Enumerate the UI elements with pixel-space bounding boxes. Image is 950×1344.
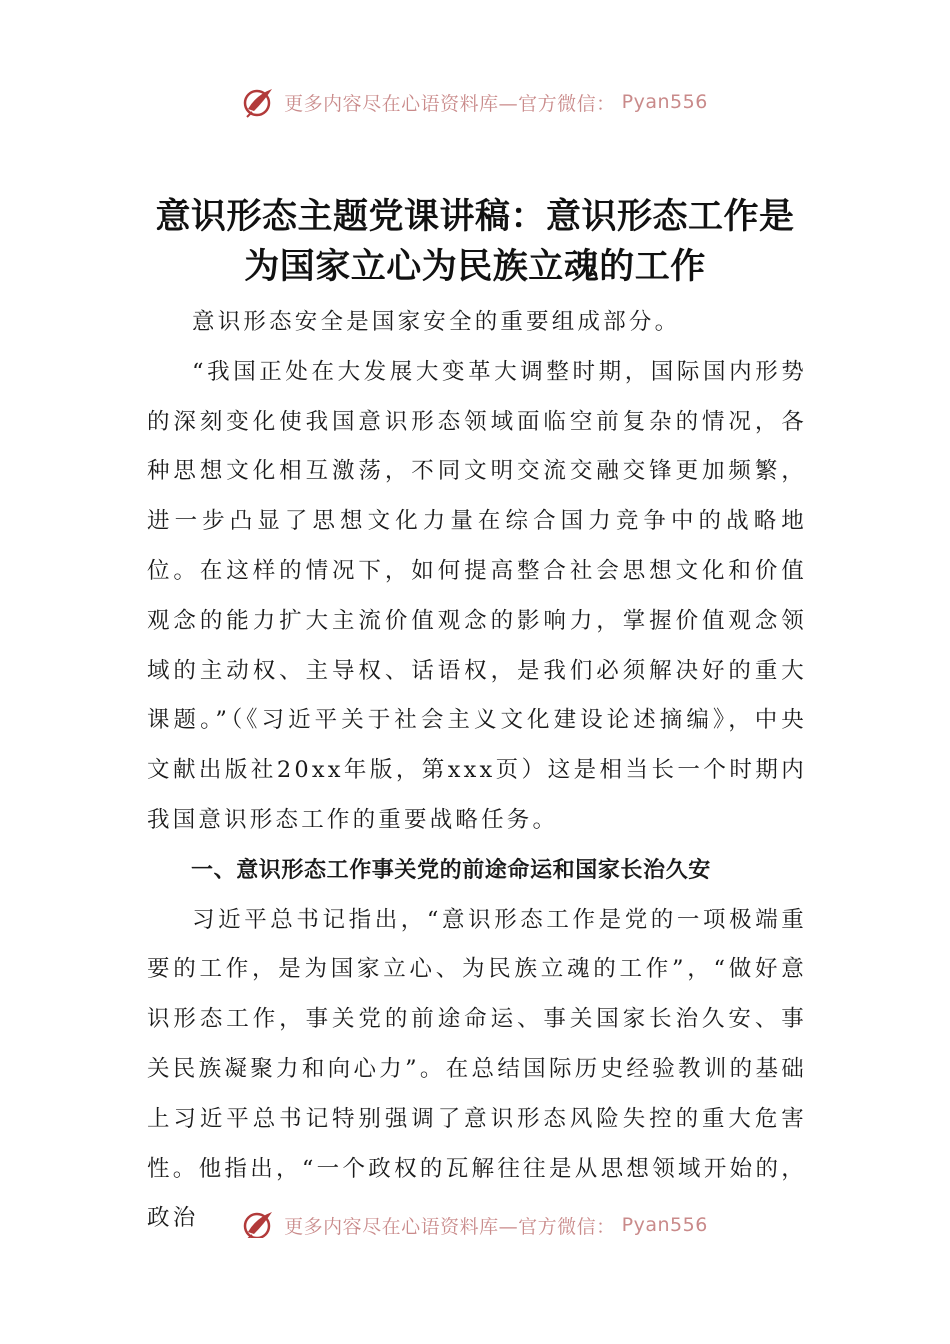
title-line-2: 为国家立心为民族立魂的工作	[244, 246, 706, 287]
pen-logo-icon	[242, 85, 278, 119]
section-heading: 一、意识形态工作事关党的前途命运和国家长治久安	[191, 857, 711, 883]
body-paragraph: 意识形态安全是国家安全的重要组成部分。	[192, 309, 681, 335]
body-paragraph: 习近平总书记指出，“意识形态工作是党的一项极端重要的工作，是为国家立心、为民族立魂的工作”，“做好意识形态工作，事关党的前途命运、事关国家长治久安、事关民族凝聚力和向心力”。在总结国际历史经验教训的基础上习近平总书记特别强调了意识形态风险失控的重大危害性。他指出，“一个政权的瓦解往往是从思想领域开始的，政治	[147, 906, 807, 1232]
watermark-text: 更多内容尽在心语资料库—官方微信：	[284, 92, 616, 115]
document-body	[147, 298, 807, 1244]
title-line-1: 意识形态主题党课讲稿：意识形态工作是	[155, 196, 795, 237]
watermark-banner-top	[0, 82, 950, 122]
body-paragraph: “我国正处在大发展大变革大调整时期，国际国内形势的深刻变化使我国意识形态领域面临空前复杂的情况，各种思想文化相互激荡，不同文明交流交融交锋更加频繁，进一步凸显了思想文化力量在综合国力竞争中的战略地位。在这样的情况下，如何提高整合社会思想文化和价值观念的能力扩大主流价值观念的影响力，掌握价值观念领域的主动权、主导权、话语权，是我们必须解决好的重大课题。”（《习近平关于社会主义文化建设论述摘编》，中央文献出版社20xx年版，第xxx页）这是相当长一个时期内我国意识形态工作的重要战略任务。	[147, 358, 807, 833]
watermark-wechat-id: Pyan556	[621, 91, 708, 113]
pen-logo-icon	[242, 1208, 278, 1238]
watermark-wechat-id: Pyan556	[621, 1214, 708, 1236]
watermark-banner-bottom	[0, 1204, 950, 1238]
document-title	[130, 192, 820, 292]
watermark-text: 更多内容尽在心语资料库—官方微信：	[284, 1215, 616, 1238]
